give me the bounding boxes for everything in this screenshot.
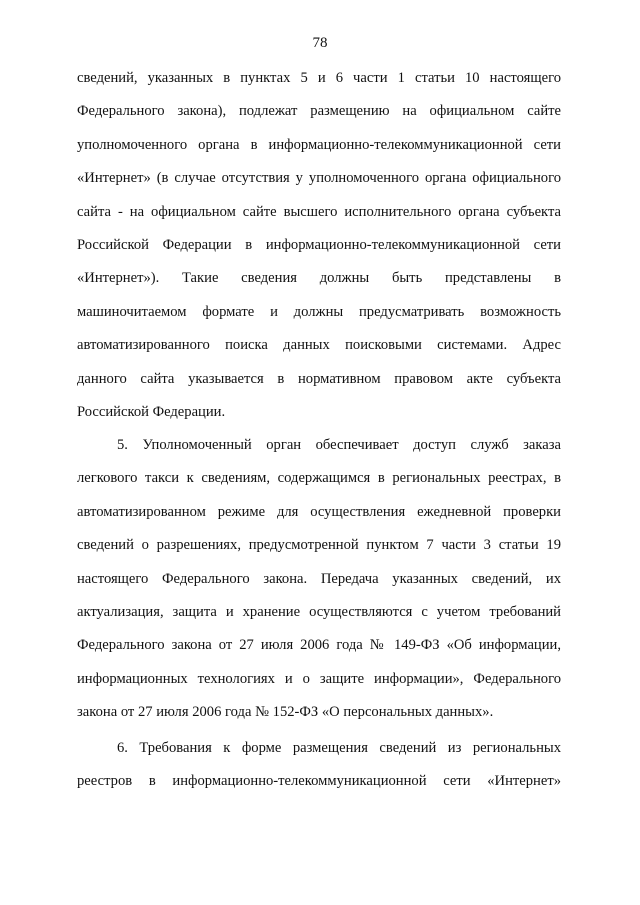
text-line: сведений о разрешениях, предусмотренной пунктом 7 части 3 статьи 19: [77, 537, 561, 554]
text-line: легкового такси к сведениям, содержащимся в региональных реестрах, в: [77, 470, 561, 487]
text-line: данного сайта указывается в нормативном правовом акте субъекта: [77, 370, 561, 387]
paragraph-item-5: [77, 429, 561, 730]
text-line: «Интернет»). Такие сведения должны быть представлены в: [77, 270, 561, 287]
text-line: Российской Федерации в информационно-телекоммуникационной сети: [77, 236, 561, 253]
paragraph-continuation: [77, 62, 561, 429]
text-line: закона от 27 июля 2006 года № 152-ФЗ «О персональных данных».: [77, 704, 494, 721]
text-line: 6. Требования к форме размещения сведений из региональных: [117, 740, 561, 756]
text-line: Российской Федерации.: [77, 403, 226, 420]
text-line: актуализация, защита и хранение осуществляются с учетом требований: [77, 603, 561, 620]
text-line: автоматизированного поиска данных поисковыми системами. Адрес: [77, 337, 561, 354]
text-line: сайта - на официальном сайте высшего исполнительного органа субъекта: [77, 203, 561, 220]
text-line: «Интернет» (в случае отсутствия у уполномоченного органа официального: [77, 170, 561, 187]
text-line: машиночитаемом формате и должны предусматривать возможность: [77, 303, 561, 320]
text-line: уполномоченного органа в информационно-телекоммуникационной сети: [77, 136, 561, 153]
text-line: информационных технологиях и о защите информации», Федерального: [77, 670, 561, 687]
text-line: настоящего Федерального закона. Передача указанных сведений, их: [77, 570, 561, 587]
text-line: Федерального закона), подлежат размещению на официальном сайте: [77, 103, 561, 120]
text-line: реестров в информационно-телекоммуникационной сети «Интернет»: [77, 773, 561, 790]
page-number: 78: [312, 35, 328, 51]
text-line: Федерального закона от 27 июля 2006 года № 149-ФЗ «Об информации,: [77, 637, 561, 654]
text-line: автоматизированном режиме для осуществления ежедневной проверки: [77, 503, 561, 520]
text-line: 5. Уполномоченный орган обеспечивает доступ служб заказа: [117, 437, 561, 453]
paragraph-item-6: [77, 732, 561, 799]
text-line: сведений, указанных в пунктах 5 и 6 части 1 статьи 10 настоящего: [77, 70, 561, 86]
